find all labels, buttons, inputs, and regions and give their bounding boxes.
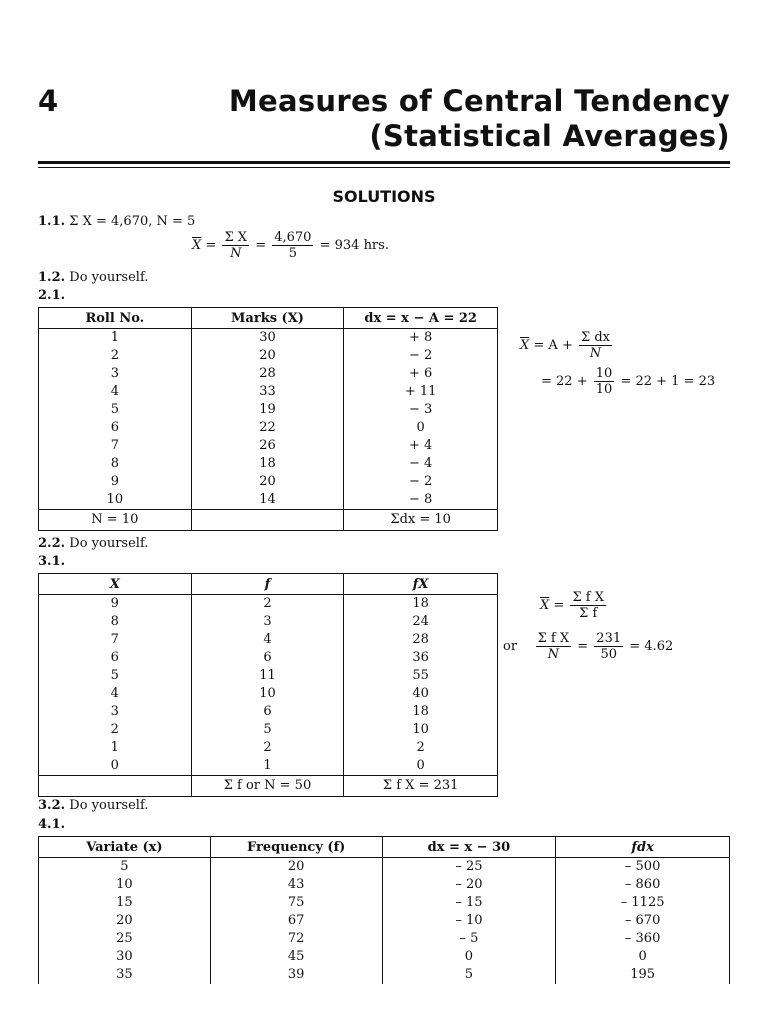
given-values: Σ X = 4,670, N = 5 [69,214,196,229]
table-cell: 20 [116,913,133,928]
table-cell: – 25 [382,858,556,877]
table-row [39,383,498,401]
table-cell: 75 [210,894,382,912]
solution-2-1-formula-line-2: = 22 + $\frac{10}{10}$ = 22 + 1 = 23 [541,366,716,397]
table-cell: 26 [191,437,344,455]
table-cell: 40 [344,685,498,703]
table-row [39,455,498,473]
table-cell: 72 [210,930,382,948]
column-header: dx = x − 30 [382,837,556,858]
table-cell: − 2 [344,473,498,491]
solutions-heading: SOLUTIONS [332,187,436,206]
total-cell [191,510,344,531]
mean-symbol: $\overline{X}$ [192,238,202,253]
table-row [39,419,498,437]
column-header: Marks (X) [191,308,344,329]
table-row [39,365,498,383]
table-cell: 3 [191,613,344,631]
table-cell: − 8 [344,491,498,510]
table-row [39,491,498,510]
column-header: fdx [556,837,730,858]
column-header: f [191,574,344,595]
fraction: $\frac{\text{Σ f X}}{N}$ [537,631,570,662]
table-cell: 1 [110,330,119,345]
column-header: X [39,574,192,595]
table-cell: 55 [344,667,498,685]
table-cell: − 4 [344,455,498,473]
table-cell: 7 [110,438,119,453]
table-cell: 6 [110,650,119,665]
solution-1-2: 1.2. Do yourself. [38,270,149,285]
table-cell: 4 [110,384,119,399]
table-cell: 0 [344,757,498,776]
total-row [39,776,498,797]
table-cell: 20 [191,347,344,365]
solution-2-1-formula-line-1: $\overline{X} = A$ + $\frac{\text{Σ dx}}{N}$ [520,330,610,361]
total-cell: N = 10 [39,510,192,531]
table-cell: 0 [110,758,119,773]
table-row [39,613,498,631]
header-rule-thick [38,161,730,164]
table-cell: 28 [344,631,498,649]
table-row [39,685,498,703]
table-cell: 20 [210,858,382,877]
table-cell: 0 [556,948,730,966]
table-cell: – 5 [382,930,556,948]
chapter-title-line-2: (Statistical Averages) [369,119,730,153]
table-row [39,948,730,966]
table-cell: 15 [116,895,133,910]
table-cell: 7 [110,632,119,647]
fraction: $\frac{\text{Σ dx}}{N}$ [581,330,610,361]
header-rule-thin [38,167,730,168]
table-cell: 24 [344,613,498,631]
total-cell: Σ f X = 231 [344,776,498,797]
table-row [39,631,498,649]
solution-2-2: 2.2. Do yourself. [38,536,149,551]
table-3-1 [38,573,498,797]
table-cell: 0 [382,948,556,966]
total-row [39,510,498,531]
table-cell: 2 [191,739,344,757]
table-cell: 1 [191,757,344,776]
table-row [39,930,730,948]
table-row [39,347,498,365]
table-cell: 2 [110,722,119,737]
solution-3-1-label: 3.1. [38,554,66,569]
table-cell: 5 [382,966,556,984]
table-cell: 1 [110,740,119,755]
table-row [39,329,498,348]
column-header: Roll No. [39,308,192,329]
table-row [39,757,498,776]
table-cell: 28 [191,365,344,383]
table-2-1 [38,307,498,531]
table-cell: 3 [110,366,119,381]
total-cell: Σ f or N = 50 [191,776,344,797]
table-cell: 30 [116,949,133,964]
table-cell: 10 [116,877,133,892]
total-cell: Σdx = 10 [344,510,498,531]
table-row [39,739,498,757]
table-cell: 67 [210,912,382,930]
table-cell: 8 [110,456,119,471]
table-cell: – 500 [556,858,730,877]
solution-label: 1.1. [38,214,66,229]
table-cell: + 8 [344,329,498,348]
table-cell: 4 [191,631,344,649]
solution-4-1-label: 4.1. [38,817,66,832]
table-cell: 25 [116,931,133,946]
fraction: $\frac{4,670}{5}$ [274,230,312,261]
table-row [39,401,498,419]
table-cell: 10 [106,492,124,507]
fraction: $\frac{231}{50}$ [596,631,622,662]
table-row [39,858,730,877]
column-header: dx = x − A = 22 [344,308,498,329]
fraction: $\frac{10}{10}$ [595,366,613,397]
table-cell: – 1125 [556,894,730,912]
table-cell: – 20 [382,876,556,894]
table-cell: – 360 [556,930,730,948]
table-row [39,703,498,721]
column-header: Variate (x) [39,837,211,858]
solution-1-1-given [38,214,195,230]
table-row [39,721,498,739]
table-row [39,437,498,455]
table-cell: – 15 [382,894,556,912]
table-cell: 33 [191,383,344,401]
table-cell: 5 [191,721,344,739]
table-row [39,912,730,930]
solution-3-1-formula-line-1: $\overline{X}$ = $\frac{\text{Σ f X}}{\text{Σ f}}$ [540,590,604,621]
table-row [39,473,498,491]
table-cell: – 670 [556,912,730,930]
result: = 934 hrs. [319,238,389,253]
table-cell: 19 [191,401,344,419]
solution-2-1-label: 2.1. [38,288,66,303]
table-cell: 18 [344,595,498,614]
table-cell: 20 [191,473,344,491]
table-cell: 5 [120,859,129,874]
table-cell: 5 [110,402,119,417]
solution-3-2: 3.2. Do yourself. [38,798,149,813]
solution-3-1-formula-line-2: or $\frac{\text{Σ f X}}{N}$ = $\frac{231}{50}$ = 4.62 [503,631,674,662]
table-cell: 9 [110,596,119,611]
table-cell: – 860 [556,876,730,894]
table-cell: + 6 [344,365,498,383]
table-row [39,649,498,667]
table-cell: 11 [191,667,344,685]
table-cell: – 10 [382,912,556,930]
chapter-title-line-1: Measures of Central Tendency [228,84,730,118]
fraction: $\frac{\text{Σ X}}{N}$ [224,230,248,261]
table-cell: 3 [110,704,119,719]
table-cell: + 4 [344,437,498,455]
table-cell: 2 [191,595,344,614]
table-row [39,595,498,614]
table-cell: 22 [191,419,344,437]
table-cell: 10 [344,721,498,739]
chapter-number: 4 [38,84,59,118]
table-cell: − 2 [344,347,498,365]
table-cell: 9 [110,474,119,489]
table-row [39,966,730,984]
table-cell: 6 [110,420,119,435]
table-cell: 6 [191,649,344,667]
solution-1-1-formula: $\overline{X}$ = $\frac{\text{Σ X}}{N}$ = $\frac{4,670}{5}$ = 934 hrs. [192,230,389,261]
table-cell: 18 [344,703,498,721]
table-cell: 35 [116,967,133,982]
table-cell: 8 [110,614,119,629]
table-cell: + 11 [344,383,498,401]
table-cell: 0 [344,419,498,437]
table-cell: − 3 [344,401,498,419]
table-4-1 [38,836,730,984]
column-header: fX [344,574,498,595]
table-row [39,894,730,912]
table-cell: 5 [110,668,119,683]
table-cell: 2 [110,348,119,363]
fraction: $\frac{\text{Σ f X}}{\text{Σ f}}$ [572,590,604,621]
table-cell: 10 [191,685,344,703]
table-cell: 195 [556,966,730,984]
table-row [39,876,730,894]
table-row [39,667,498,685]
table-cell: 43 [210,876,382,894]
table-cell: 36 [344,649,498,667]
table-cell: 14 [191,491,344,510]
table-cell: 6 [191,703,344,721]
table-cell: 18 [191,455,344,473]
total-cell [39,776,192,797]
table-cell: 4 [110,686,119,701]
table-cell: 2 [344,739,498,757]
table-cell: 30 [191,329,344,348]
table-cell: 39 [210,966,382,984]
column-header: Frequency (f) [210,837,382,858]
table-cell: 45 [210,948,382,966]
